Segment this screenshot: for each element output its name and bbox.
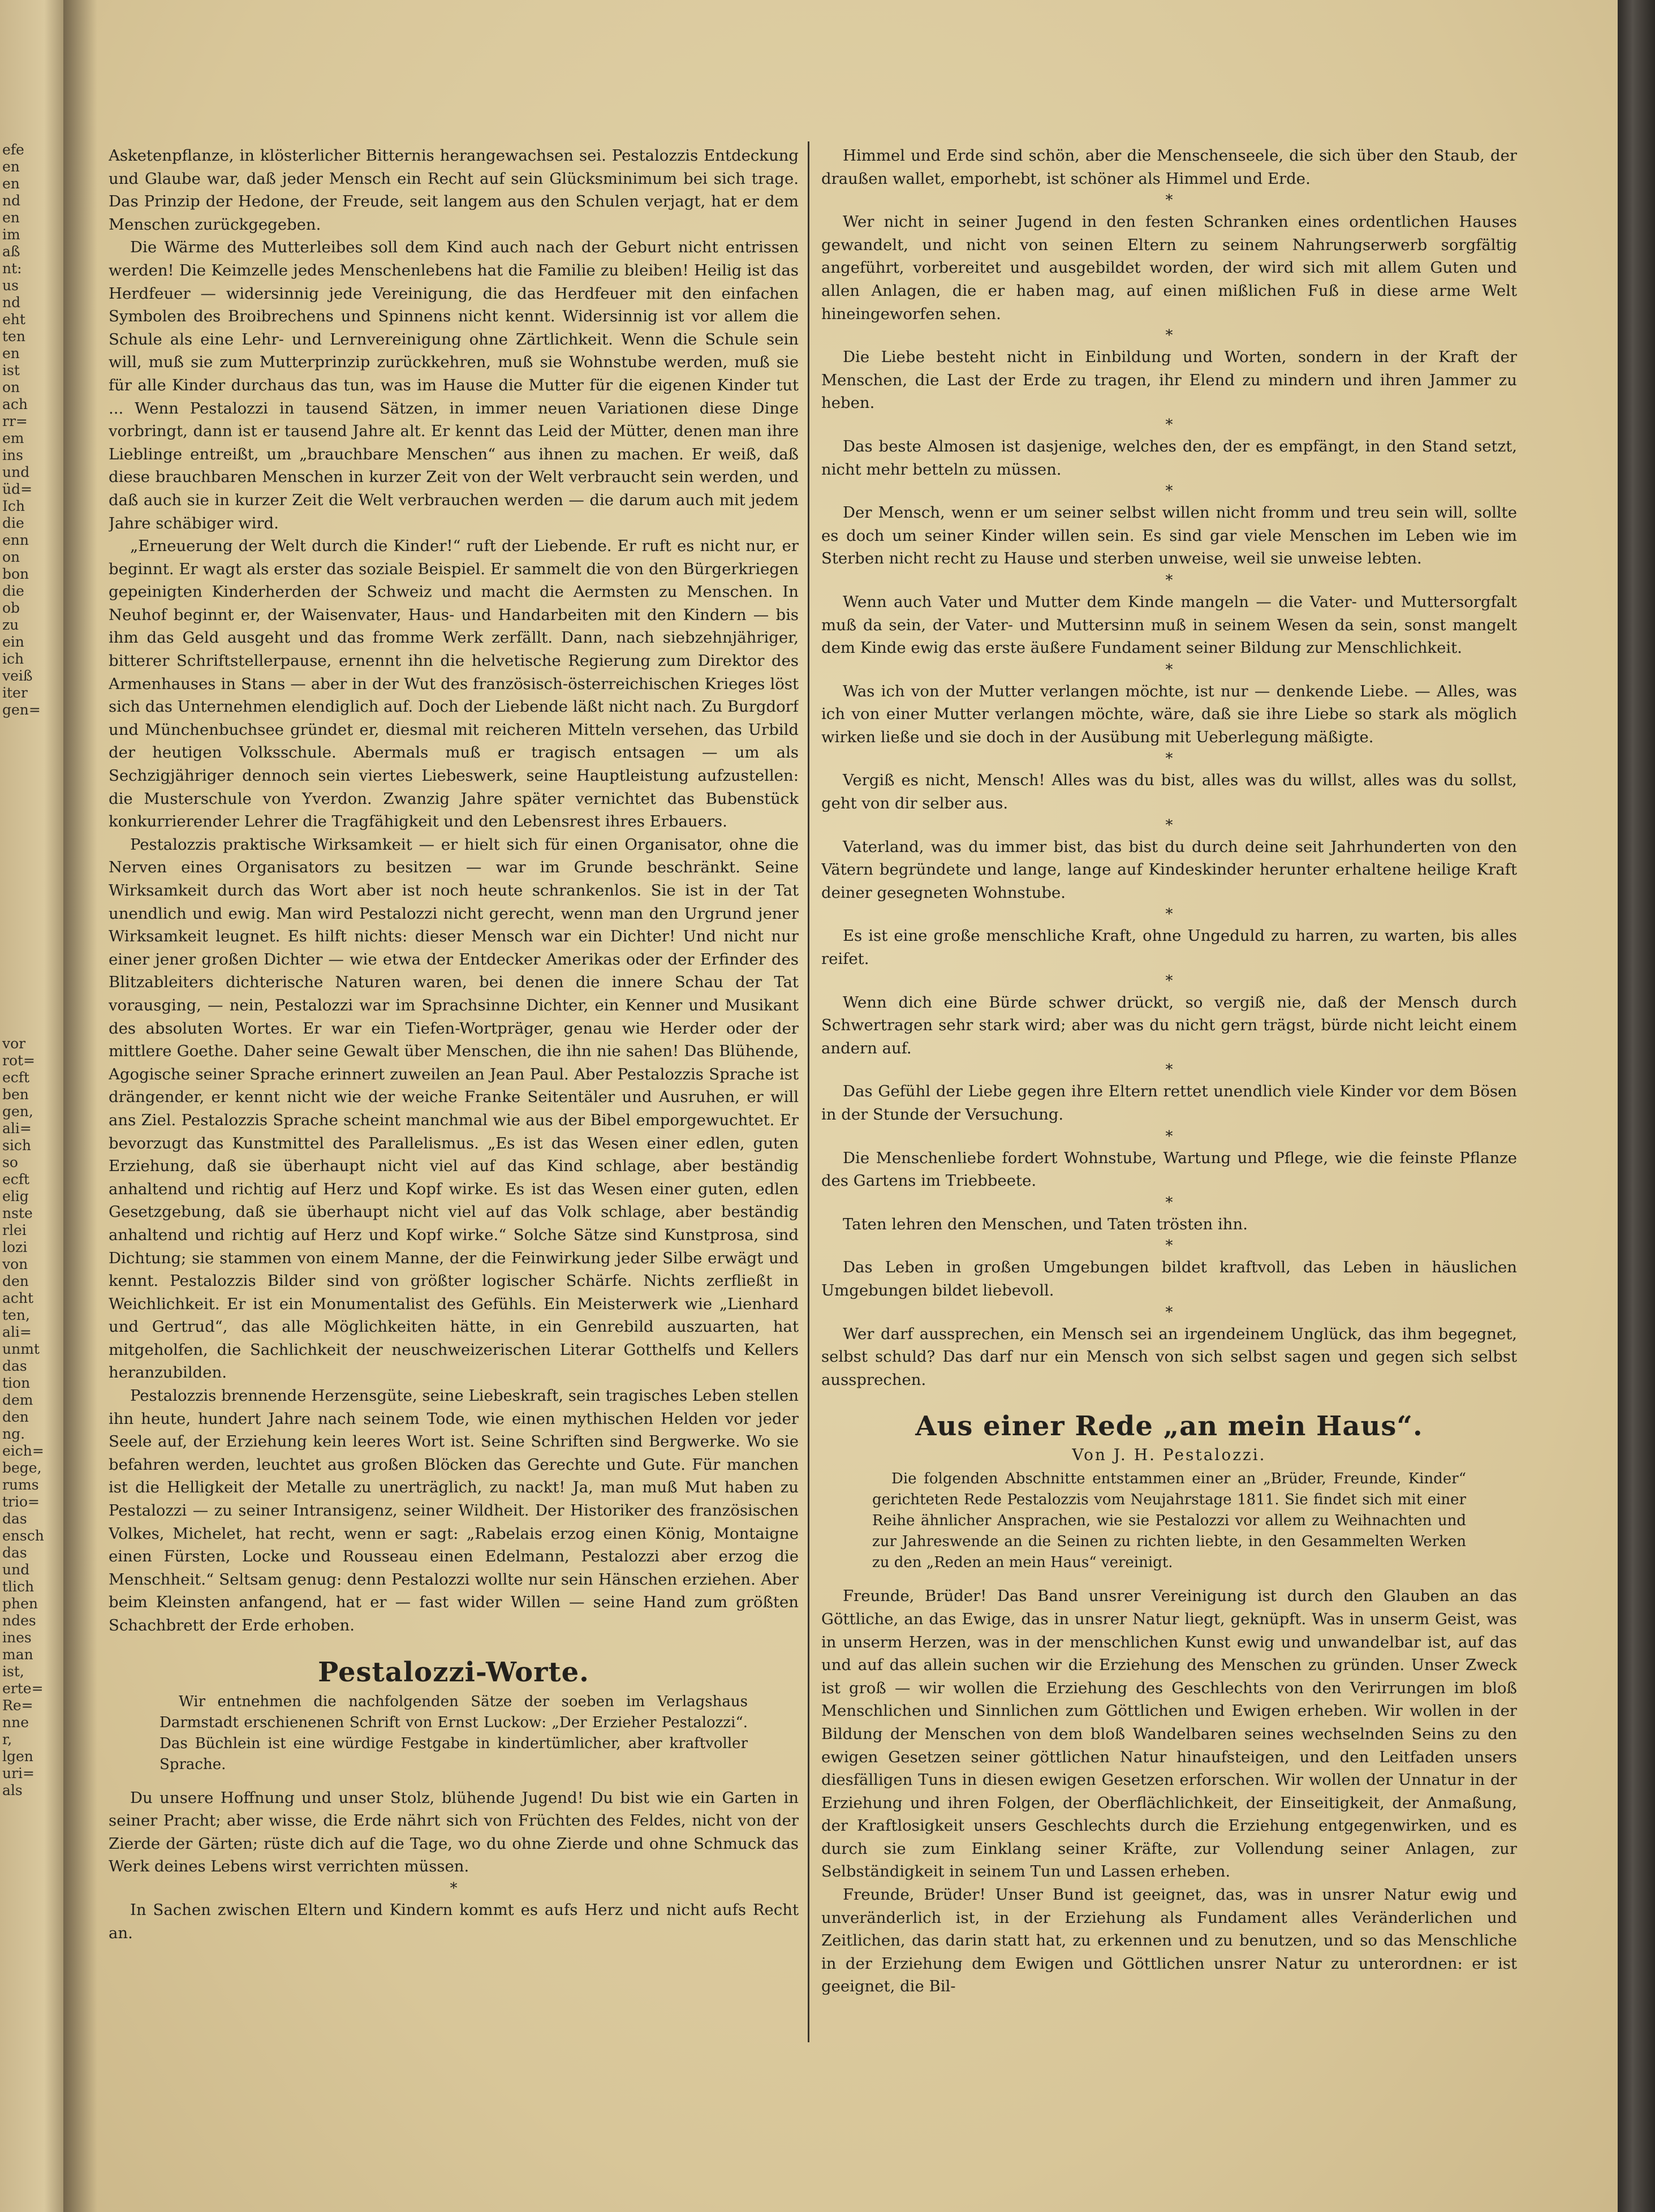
quote-separator: * (1165, 661, 1173, 678)
rede-paragraph: Freunde, Brüder! Unser Bund ist geeignet, das, was in unsrer Natur ewig und unveränderlich ist, in der Erziehung als Fundament alles Veränderlichen und Zeitlichen, das darin statt hat, zu erkennen und zu benutzen, und so das Menschliche in der Erziehung dem Ewigen und Göttlichen unsrer Natur zu unterordnen: er ist geeignet, die Bil- (821, 1886, 1517, 1996)
previous-page-fragment: üd= (2, 481, 33, 497)
rede-paragraph: Freunde, Brüder! Das Band unsrer Vereinigung ist durch den Glauben an das Göttliche, an das Ewige, das in unsrer Natur liegt, geknüpft. Was in unserm Geist, was in unserm Herzen, was in der menschlichen Kunst ewig und unwandelbar ist, auf das und auf das allein suchen wir die Erziehung des Menschen zu gründen. Unser Zweck ist groß — wir wollen die Erziehung des Geschlechts von den Verirrungen im bloß Menschlichen und Sinnlichen zum Göttlichen und Ewigen erheben. Wir wollen in der Bildung der Menschen von dem bloß Wandelbaren seines wechselnden Seins zu den ewigen Gesetzen seiner göttlichen Natur hinaufsteigen, und den Leitfaden unsers diesfälligen Tuns in diesen ewigen Gesetzen erforschen. Wir wollen der Unnatur in der Erziehung und ihren Folgen, der Oberflächlichkeit, der Einseitigkeit, der Anmaßung, der Kraftlosigkeit unsers Geschlechts durch die Erziehung entgegenwirken, und es durch sie zum Einklang seiner Kräfte, zur Vollendung seiner Anlagen, zur Selbständigkeit in seinem Tun und Lassen erheben. (821, 1587, 1517, 1881)
previous-page-fragment: die (2, 583, 24, 599)
previous-page-fragment: ecft (2, 1171, 30, 1187)
worte-quotes-right (821, 144, 1517, 1391)
previous-page-fragment: nt: (2, 260, 22, 277)
previous-page-fragment: sich (2, 1137, 31, 1154)
previous-page-fragment: ensch (2, 1527, 44, 1544)
previous-page-fragment: ndes (2, 1612, 36, 1629)
previous-page-fragment: im (2, 226, 20, 243)
quote-separator: * (1165, 972, 1173, 989)
previous-page-fragment: us (2, 277, 19, 294)
rede-byline: Von J. H. Pestalozzi. (1072, 1445, 1266, 1465)
previous-page-fragment: bon (2, 566, 29, 582)
previous-page-fragment: lgen (2, 1748, 33, 1765)
quote-paragraph: Das Gefühl der Liebe gegen ihre Eltern rettet unendlich viele Kinder vor dem Bösen in der Stunde der Versuchung. (821, 1082, 1517, 1124)
previous-page-fragment: iter (2, 685, 28, 701)
previous-page-fragment: den (2, 1409, 29, 1425)
rede-intro: Die folgenden Abschnitte entstammen einer an „Brüder, Freunde, Kinder“ gerichteten Rede Pestalozzis vom Neujahrstage 1811. Sie findet sich mit einer Reihe ähnlicher Ansprachen, wie sie Pestalozzi vor allem zu Weihnachten und zur Jahreswende an die Seinen zu richten liebte, in den Gesammelten Werken zu den „Reden an mein Haus“ vereinigt. (872, 1470, 1466, 1572)
quote-separator: * (1165, 1194, 1173, 1211)
previous-page-fragment: und (2, 464, 30, 480)
quote-separator: * (1165, 750, 1173, 768)
previous-page-fragment: rlei (2, 1222, 27, 1238)
essay-paragraph: Pestalozzis brennende Herzensgüte, seine Liebeskraft, sein tragisches Leben stellen ihn heute, hundert Jahre nach seinem Tode, wie einen mythischen Helden vor jeder Seele auf, der Erziehung kein leeres Wort ist. Seine Schriften sind Bergwerke. Wo sie befahren werden, leuchtet aus großen Blöcken das Gerechte und Gute. Für manchen ist die Helligkeit der Metalle zu unerträglich, zu nackt! Ja, man muß Mut haben zu Pestalozzi — zu seiner Intransigenz, seiner Wildheit. Der Historiker des französischen Volkes, Michelet, hat recht, wenn er sagt: „Rabelais erzog einen König, Montaigne einen Fürsten, Locke und Rousseau einen Edelmann, Pestalozzi aber erzog die Menschheit.“ Seltsam genug: denn Pestalozzi wollte nur sein Hänschen erziehen. Aber beim Kleinsten anfangend, hat er — fast wider Willen — seine Hand zum größten Schachbrett der Erde erhoben. (109, 1387, 799, 1634)
previous-page-fragment: ten, (2, 1307, 30, 1323)
previous-page-fragment: en (2, 209, 20, 226)
essay-pestalozzi (109, 144, 799, 1637)
quote-paragraph: Das Leben in großen Umgebungen bildet kraftvoll, das Leben in häuslichen Umgebungen bildet liebevoll. (821, 1258, 1517, 1299)
previous-page-fragment: nne (2, 1714, 29, 1731)
quote-separator: * (1165, 416, 1173, 433)
previous-page-fragment: en (2, 158, 20, 175)
previous-page-fragment: ist, (2, 1663, 24, 1680)
previous-page-fragment: als (2, 1782, 23, 1798)
previous-page-fragment: gen= (2, 702, 41, 718)
previous-page-fragment: rot= (2, 1052, 35, 1069)
previous-page-fragment: das (2, 1358, 27, 1374)
previous-page-fragment: eht (2, 311, 25, 328)
previous-page-fragment: efe (2, 141, 24, 158)
previous-page-edge (0, 0, 63, 2212)
previous-page-fragment: Re= (2, 1697, 33, 1714)
quote-paragraph: Wenn dich eine Bürde schwer drückt, so vergiß nie, daß der Mensch durch Schwertragen sehr stark wird; aber was du nicht gern trägst, bürde nicht leicht einem andern auf. (821, 993, 1517, 1057)
quote-paragraph: Himmel und Erde sind schön, aber die Menschenseele, die sich über den Staub, der draußen wallet, emporhebt, ist schöner als Himmel und Erde. (821, 147, 1517, 188)
essay-paragraph: Pestalozzis praktische Wirksamkeit — er hielt sich für einen Organisator, ohne die Nerven eines Organisators zu besitzen — war im Grunde beschränkt. Seine Wirksamkeit durch das Wort aber ist noch heute schrankenlos. Sie ist in der Tat unendlich und ewig. Man wird Pestalozzi nicht gerecht, wenn man den Urgrund jener Wirksamkeit leugnet. Es hilft nichts: dieser Mensch war ein Dichter! Und nicht nur einer jener großen Dichter — wie etwa der Entdecker Amerikas oder der Erfinder des Blitzableiters dichterische Naturen waren, bei denen die innere Schau der Tat vorausging, — nein, Pestalozzi war im Sprachsinne Dichter, ein Kenner und Musikant des absoluten Wortes. Er war ein Tiefen-Wortpräger, genau wie Herder oder der mittlere Goethe. Daher seine Gewalt über Menschen, die ihn nie sahen! Das Blühende, Agogische seiner Sprache erinnert zuweilen an Jean Paul. Aber Pestalozzis Sprache ist drängender, er kennt nicht wie der weiche Franke Seitentäler und Ausruhen, er will ans Ziel. Pestalozzis Sprache scheint manchmal wie aus der Bibel emporgewuchtet. Er bevorzugt das Kunstmittel des Parallelismus. „Es ist das Wesen einer edlen, guten Erziehung, daß sie überhaupt nicht viel auf das Kind schlage, aber beständig anhaltend und richtig auf Herz und Kopf wirke. Es ist das Wesen einer guten, edlen Gesetzgebung, daß sie überhaupt nicht viel auf das Volk schlage, aber beständig anhaltend und richtig auf Herz und Kopf wirke.“ Solche Sätze sind Kunstprosa, sind Dichtung; sie stammen von einem Manne, der die Feinwirkung jeder Silbe erwägt und kennt. Pestalozzis Bilder sind von größter logischer Schärfe. Nichts zerfließt in Weichlichkeit. Er ist ein Monumentalist des Gefühls. Ein Meisterwerk wie „Lienhard und Gertrud“, das alle Möglichkeiten hätte, in ein Genrebild auszuarten, hat mitgeholfen, die Sachlichkeit der neuschweizerischen Literar Gotthelfs und Kellers heranzubilden. (109, 835, 799, 1382)
worte-heading: Pestalozzi-Worte. (318, 1656, 589, 1688)
previous-page-fragment: den (2, 1273, 29, 1289)
quote-paragraph: Vaterland, was du immer bist, das bist du durch deine seit Jahrhunderten von den Vätern begründete und lange, lange auf Kindeskinder herunter erhaltene heilige Kraft deiner gesegneten Wohnstube. (821, 837, 1517, 902)
previous-page-fragment: aß (2, 243, 20, 260)
previous-page-fragment: gen, (2, 1103, 33, 1120)
quote-paragraph: Wenn auch Vater und Mutter dem Kinde mangeln — die Vater- und Muttersorgfalt muß da sein, der Vater- und Muttersinn muß in seinem Wesen da sein, sonst mangelt dem Kinde ewig das erste äußere Fundament seiner Bildung zur Menschlichkeit. (821, 592, 1517, 657)
left-column (109, 144, 799, 2170)
previous-page-fragment: und (2, 1561, 30, 1578)
quote-paragraph: Taten lehren den Menschen, und Taten trösten ihn. (843, 1215, 1248, 1233)
previous-page-fragment: nd (2, 192, 21, 209)
previous-page-fragment: ali= (2, 1120, 32, 1137)
quote-paragraph: Wer nicht in seiner Jugend in den festen Schranken eines ordentlichen Hauses gewandelt, und nicht von seinen Eltern zu seinem Nahrungserwerb sorgfältig angeführt, vorbereitet und ausgebildet worden, der wird sich mit allem Guten und allen Anlagen, die er haben mag, auf einen mißlichen Fuß in diese arme Welt hineingeworfen sehen. (821, 213, 1517, 323)
worte-quotes-left (109, 1787, 799, 1945)
essay-paragraph: Die Wärme des Mutterleibes soll dem Kind auch nach der Geburt nicht entrissen werden! Die Keimzelle jedes Menschenlebens hat die Familie zu bleiben! Heilig ist das Herdfeuer — widersinnig jede Vereinigung, die das Herdfeuer mit den einfachen Symbolen des Broibrechens und Spinnens nicht kennt. Widersinnig ist vor allem die Schule als eine Lehr- und Lernvereinigung ohne Zärtlichkeit. Wenn die Schule sein will, muß sie zum Mutterprinzip zurückkehren, muß sie Wohnstube werden, muß sie für alle Kinder durchaus das tun, was im Hause die Mutter für die eigenen Kinder tut ... Wenn Pestalozzi in tausend Sätzen, in immer neuen Variationen diese Dinge vorbringt, dann ist er tausend Jahre alt. Er kennt das Leid der Mütter, denen man ihre Lieblinge entreißt, um „brauchbare Menschen“ aus ihnen zu machen. Er weiß, daß diese brauchbaren Menschen in kurzer Zeit von der Welt verbraucht sein werden, und daß auch sie in kurzer Zeit die Welt verbrauchen werden — die darum auch mit jedem Jahre schäbiger wird. (109, 238, 799, 532)
previous-page-fragment: nd (2, 294, 21, 311)
previous-page-fragment: ist (2, 362, 20, 378)
previous-page-fragment: tion (2, 1375, 31, 1391)
previous-page-fragment: elig (2, 1188, 29, 1204)
previous-page-fragment: on (2, 379, 20, 395)
previous-page-fragment: unmt (2, 1341, 40, 1357)
quote-paragraph: In Sachen zwischen Eltern und Kindern kommt es aufs Herz und nicht aufs Recht an. (109, 1900, 799, 1942)
rede-heading: Aus einer Rede „an mein Haus“. (915, 1410, 1423, 1443)
previous-page-fragment: ecft (2, 1069, 30, 1086)
quote-separator: * (1165, 327, 1173, 345)
previous-page-fragment: man (2, 1646, 33, 1663)
previous-page-fragment: ng. (2, 1426, 25, 1442)
previous-page-fragment: das (2, 1544, 27, 1561)
previous-page-fragment: veiß (2, 668, 33, 684)
quote-separator: * (450, 1879, 458, 1897)
quote-separator: * (1165, 1061, 1173, 1079)
previous-page-fragment: enn (2, 532, 29, 548)
previous-page-fragment: vor (2, 1035, 26, 1052)
previous-page-fragment: on (2, 549, 20, 565)
quote-paragraph: Die Menschenliebe fordert Wohnstube, Wartung und Pflege, wie die feinste Pflanze des Gartens im Triebbeete. (821, 1148, 1517, 1190)
previous-page-fragment: ins (2, 447, 23, 463)
previous-page-fragment: ich (2, 651, 24, 667)
essay-paragraph: „Erneuerung der Welt durch die Kinder!“ ruft der Liebende. Er ruft es nicht nur, er beginnt. Er wagt als erster das soziale Beispiel. Er sammelt die von den Bürgerkriegen gepeinigten Kinderherden der Schweiz und macht die Aermsten zu Menschen. In Neuhof beginnt er, der Waisenvater, Haus- und Handarbeiten mit den Kindern — bis ihm das Geld ausgeht und das fromme Werk zerfällt. Dann, nach siebzehnjähriger, bitterer Schriftstellerpause, ernennt ihn die helvetische Regierung zum Direktor des Armenhauses in Stans — aber in der Wut des französisch-österreichischen Krieges löst sich das Unternehmen elendiglich auf. Doch der Liebende läßt nicht nach. Zu Burgdorf und Münchenbuchsee gründet er, diesmal mit reicheren Mitteln versehen, das Urbild der heutigen Volksschule. Abermals muß er tragisch entsagen — um als Sechzigjähriger dennoch sein viertes Liebeswerk, seine Hauptleistung aufzustellen: die Musterschule von Yverdon. Zwanzig Jahre später vernichtet das Bubenstück konkurrierender Lehrer die Tragfähigkeit und den Lebensrest ihres Erbauers. (109, 537, 799, 831)
newspaper-page (63, 0, 1618, 2212)
quote-separator: * (1165, 1237, 1173, 1255)
previous-page-fragment: r, (2, 1731, 12, 1748)
gutter-shadow (63, 0, 97, 2212)
previous-page-fragment: em (2, 430, 24, 446)
previous-page-fragment: die (2, 515, 24, 531)
quote-paragraph: Das beste Almosen ist dasjenige, welches den, der es empfängt, in den Stand setzt, nicht mehr betteln zu müssen. (821, 437, 1517, 479)
previous-page-fragment: bege, (2, 1460, 42, 1476)
previous-page-fragment: ob (2, 600, 20, 616)
previous-page-fragment: so (2, 1154, 18, 1170)
previous-page-fragment: nste (2, 1205, 33, 1221)
quote-separator: * (1165, 483, 1173, 500)
previous-page-fragment: ten (2, 328, 25, 345)
quote-paragraph: Wer darf aussprechen, ein Mensch sei an irgendeinem Unglück, das ihm begegnet, selbst schuld? Das darf nur ein Mensch von sich selbst sagen und gegen sich selbst aussprechen. (821, 1324, 1517, 1389)
quote-paragraph: Du unsere Hoffnung und unser Stolz, blühende Jugend! Du bist wie ein Garten in seiner Pracht; aber wisse, die Erde nährt sich von Früchten des Feldes, nicht von der Zierde der Gärten; rüste dich auf die Tage, wo du ohne Zierde und ohne Schmuck das Werk deines Lebens wirst verrichten müssen. (109, 1788, 799, 1876)
previous-page-fragment: zu (2, 617, 19, 633)
quote-separator: * (1165, 906, 1173, 923)
previous-page-fragment: ein (2, 634, 24, 650)
quote-separator: * (1165, 571, 1173, 589)
previous-page-fragment: eich= (2, 1443, 44, 1459)
quote-paragraph: Die Liebe besteht nicht in Einbildung und Worten, sondern in der Kraft der Menschen, die Last der Erde zu tragen, ihr Elend zu mindern und ihren Jammer zu heben. (821, 348, 1517, 412)
previous-page-fragment: ach (2, 396, 28, 412)
quote-separator: * (1165, 1127, 1173, 1145)
right-column (821, 144, 1517, 2170)
previous-page-fragment: ali= (2, 1324, 32, 1340)
essay-paragraph: Asketenpflanze, in klösterlicher Bitternis herangewachsen sei. Pestalozzis Entdeckung und Glaube war, daß jeder Mensch ein Recht auf sein Glücksminimum bei sich trage. Das Prinzip der Hedone, der Freude, seit langem aus den Schulen verjagt, hat er dem Menschen zurückgegeben. (109, 147, 799, 234)
previous-page-fragment: en (2, 175, 20, 192)
previous-page-fragments-top (0, 141, 63, 718)
previous-page-fragment: ben (2, 1086, 29, 1103)
previous-page-fragment: phen (2, 1595, 38, 1612)
book-binding (1618, 0, 1655, 2212)
quote-separator: * (1165, 816, 1173, 834)
previous-page-fragment: Ich (2, 498, 25, 514)
previous-page-fragment: erte= (2, 1680, 44, 1697)
quote-paragraph: Der Mensch, wenn er um seiner selbst willen nicht fromm und treu sein will, sollte es doch um seiner Kinder willen sein. Es sind gar viele Menschen im Leben wie im Sterben nicht recht zu Hause und sterben unweise, weil sie unweise lebten. (821, 503, 1517, 568)
quote-paragraph: Es ist eine große menschliche Kraft, ohne Ungeduld zu harren, zu warten, bis alles reifet. (821, 927, 1517, 969)
rede-body (821, 1585, 1517, 1998)
previous-page-fragment: acht (2, 1290, 34, 1306)
previous-page-fragment: ines (2, 1629, 32, 1646)
previous-page-fragment: rums (2, 1477, 39, 1493)
previous-page-fragments-bottom (0, 1035, 63, 1799)
quote-paragraph: Vergiß es nicht, Mensch! Alles was du bist, alles was du willst, alles was du sollst, geht von dir selber aus. (821, 771, 1517, 813)
previous-page-fragment: trio= (2, 1494, 40, 1510)
worte-intro: Wir entnehmen die nachfolgenden Sätze der soeben im Verlagshaus Darmstadt erschienenen Schrift von Ernst Luckow: „Der Erzieher Pestalozzi“. Das Büchlein ist eine würdige Festgabe in kindertümlicher, aber kraftvoller Sprache. (160, 1693, 748, 1773)
previous-page-fragment: uri= (2, 1765, 35, 1781)
previous-page-fragment: von (2, 1256, 28, 1272)
previous-page-fragment: lozi (2, 1239, 28, 1255)
previous-page-fragment: en (2, 345, 20, 362)
quote-separator: * (1165, 192, 1173, 209)
previous-page-fragment: tlich (2, 1578, 35, 1595)
previous-page-fragment: dem (2, 1392, 33, 1408)
previous-page-fragment: rr= (2, 413, 28, 429)
column-rule (808, 141, 809, 2042)
quote-paragraph: Was ich von der Mutter verlangen möchte, ist nur — denkende Liebe. — Alles, was ich von einer Mutter verlangen möchte, wäre, daß sie ihre Liebe so stark als möglich wirken ließe und sie doch in der Ausübung mit Ueberlegung mäßigte. (821, 682, 1517, 746)
quote-separator: * (1165, 1303, 1173, 1321)
previous-page-fragment: das (2, 1510, 27, 1527)
